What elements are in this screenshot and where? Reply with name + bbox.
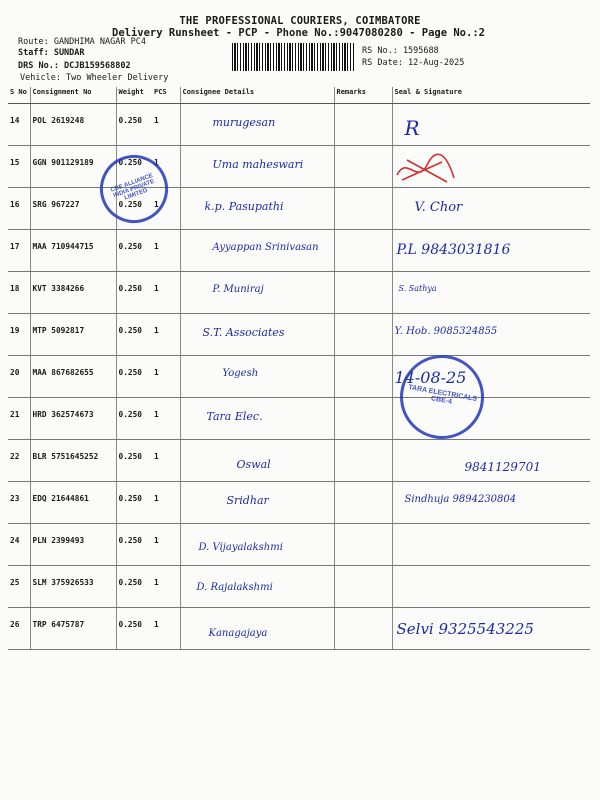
- weight-cell: 0.250: [116, 440, 152, 482]
- pcs-cell: 1: [152, 272, 180, 314]
- drs-number: DRS No.: DCJB159568802: [18, 61, 131, 71]
- table-row: [8, 440, 590, 482]
- staff-label: Staff: SUNDAR: [18, 48, 85, 58]
- consignee-handwriting: Tara Elec.: [206, 410, 263, 423]
- consignee-handwriting: Ayyappan Srinivasan: [212, 242, 319, 253]
- weight-cell: 0.250: [116, 398, 152, 440]
- consignment-cell: KVT 3384266: [30, 272, 116, 314]
- sno-cell: 14: [8, 104, 30, 146]
- consignment-cell: POL 2619248: [30, 104, 116, 146]
- table-header-row: [8, 87, 590, 104]
- col-header-sno: S No: [8, 87, 30, 104]
- col-header-consignee: Consignee Details: [180, 87, 334, 104]
- consignee-handwriting: D. Vijayalakshmi: [198, 542, 283, 553]
- remarks-cell: [334, 440, 392, 482]
- sno-cell: 17: [8, 230, 30, 272]
- table-row: [8, 566, 590, 608]
- consignee-handwriting: S.T. Associates: [202, 326, 285, 339]
- sno-cell: 24: [8, 524, 30, 566]
- pcs-cell: 1: [152, 104, 180, 146]
- barcode: [232, 43, 354, 71]
- consignment-cell: MTP 5092817: [30, 314, 116, 356]
- weight-cell: 0.250: [116, 482, 152, 524]
- consignment-cell: MAA 867682655: [30, 356, 116, 398]
- company-name: THE PROFESSIONAL COURIERS, COIMBATORE: [179, 15, 421, 27]
- sno-cell: 18: [8, 272, 30, 314]
- signature-handwriting: 9841129701: [464, 460, 541, 474]
- table-row: [8, 608, 590, 650]
- consignee-handwriting: Kanagajaya: [208, 628, 268, 639]
- consignment-cell: SLM 375926533: [30, 566, 116, 608]
- signature-handwriting: R: [404, 116, 420, 140]
- tara-electricals-stamp: TARA ELECTRICALS CBE-4: [393, 348, 490, 445]
- remarks-cell: [334, 188, 392, 230]
- consignee-handwriting: k.p. Pasupathi: [204, 200, 284, 213]
- weight-cell: 0.250: [116, 188, 152, 230]
- weight-cell: 0.250: [116, 230, 152, 272]
- red-ink-scribble: [392, 150, 462, 190]
- vehicle-label: Vehicle: Two Wheeler Delivery: [20, 73, 169, 83]
- sno-cell: 21: [8, 398, 30, 440]
- sno-cell: 20: [8, 356, 30, 398]
- table-row: [8, 146, 590, 188]
- remarks-cell: [334, 524, 392, 566]
- runsheet-table: [8, 87, 590, 650]
- table-row: [8, 188, 590, 230]
- consignment-cell: MAA 710944715: [30, 230, 116, 272]
- table-row: [8, 314, 590, 356]
- table-row: [8, 272, 590, 314]
- sno-cell: 26: [8, 608, 30, 650]
- weight-cell: 0.250: [116, 608, 152, 650]
- weight-cell: 0.250: [116, 272, 152, 314]
- signature-handwriting: Y. Hob. 9085324855: [394, 326, 498, 337]
- pcs-cell: 1: [152, 566, 180, 608]
- weight-cell: 0.250: [116, 314, 152, 356]
- pcs-cell: 1: [152, 230, 180, 272]
- sno-cell: 23: [8, 482, 30, 524]
- consignee-handwriting: D. Rajalakshmi: [196, 582, 273, 593]
- remarks-cell: [334, 230, 392, 272]
- table-row: [8, 356, 590, 398]
- remarks-cell: [334, 398, 392, 440]
- remarks-cell: [334, 356, 392, 398]
- remarks-cell: [334, 104, 392, 146]
- consignment-cell: EDQ 21644861: [30, 482, 116, 524]
- col-header-pcs: PCS: [152, 87, 180, 104]
- sno-cell: 22: [8, 440, 30, 482]
- consignment-cell: PLN 2399493: [30, 524, 116, 566]
- consignment-cell: HRD 362574673: [30, 398, 116, 440]
- remarks-cell: [334, 314, 392, 356]
- col-header-remarks: Remarks: [334, 87, 392, 104]
- signature-handwriting: P.L 9843031816: [396, 242, 511, 258]
- consignment-cell: SRG 967227: [30, 188, 116, 230]
- sno-cell: 15: [8, 146, 30, 188]
- sno-cell: 16: [8, 188, 30, 230]
- remarks-cell: [334, 146, 392, 188]
- consignee-handwriting: Oswal: [236, 458, 271, 471]
- consignee-handwriting: Uma maheswari: [212, 158, 304, 171]
- pcs-cell: 1: [152, 482, 180, 524]
- route-label: Route: GANDHIMA NAGAR PC4: [18, 37, 146, 47]
- rs-date: RS Date: 12-Aug-2025: [362, 58, 465, 68]
- table-row: [8, 104, 590, 146]
- pcs-cell: 1: [152, 314, 180, 356]
- consignee-handwriting: Yogesh: [222, 368, 259, 379]
- pcs-cell: 1: [152, 524, 180, 566]
- consignment-cell: GGN 901129189: [30, 146, 116, 188]
- consignment-cell: TRP 6475787: [30, 608, 116, 650]
- weight-cell: 0.250: [116, 524, 152, 566]
- consignee-handwriting: Sridhar: [226, 494, 269, 507]
- runsheet-title: Delivery Runsheet - PCP - Phone No.:9047080280 - Page No.:2: [112, 27, 485, 39]
- pcs-cell: 1: [152, 146, 180, 188]
- consignment-cell: BLR 5751645252: [30, 440, 116, 482]
- signature-handwriting: Sindhuja 9894230804: [404, 494, 517, 505]
- pcs-cell: 1: [152, 440, 180, 482]
- signature-handwriting: V. Chor: [414, 200, 463, 215]
- signature-handwriting: 14-08-25: [394, 368, 467, 387]
- weight-cell: 0.250: [116, 146, 152, 188]
- remarks-cell: [334, 608, 392, 650]
- table-row: [8, 230, 590, 272]
- sno-cell: 19: [8, 314, 30, 356]
- sno-cell: 25: [8, 566, 30, 608]
- pcs-cell: 1: [152, 188, 180, 230]
- company-stamp: CBE ALLIANCE INDIA PRIVATE LIMITED: [90, 145, 177, 232]
- table-row: [8, 524, 590, 566]
- remarks-cell: [334, 566, 392, 608]
- signature-handwriting: Selvi 9325543225: [396, 620, 534, 638]
- table-row: [8, 398, 590, 440]
- signature-handwriting: S. Sathya: [398, 284, 437, 293]
- table-body: [8, 104, 590, 650]
- weight-cell: 0.250: [116, 104, 152, 146]
- col-header-weight: Weight: [116, 87, 152, 104]
- pcs-cell: 1: [152, 356, 180, 398]
- rs-number: RS No.: 1595688: [362, 46, 439, 56]
- remarks-cell: [334, 272, 392, 314]
- consignee-handwriting: murugesan: [212, 116, 276, 129]
- weight-cell: 0.250: [116, 566, 152, 608]
- col-header-consignment: Consignment No: [30, 87, 116, 104]
- weight-cell: 0.250: [116, 356, 152, 398]
- table-row: [8, 482, 590, 524]
- pcs-cell: 1: [152, 398, 180, 440]
- col-header-signature: Seal & Signature: [392, 87, 590, 104]
- remarks-cell: [334, 482, 392, 524]
- pcs-cell: 1: [152, 608, 180, 650]
- consignee-handwriting: P. Muniraj: [212, 284, 264, 295]
